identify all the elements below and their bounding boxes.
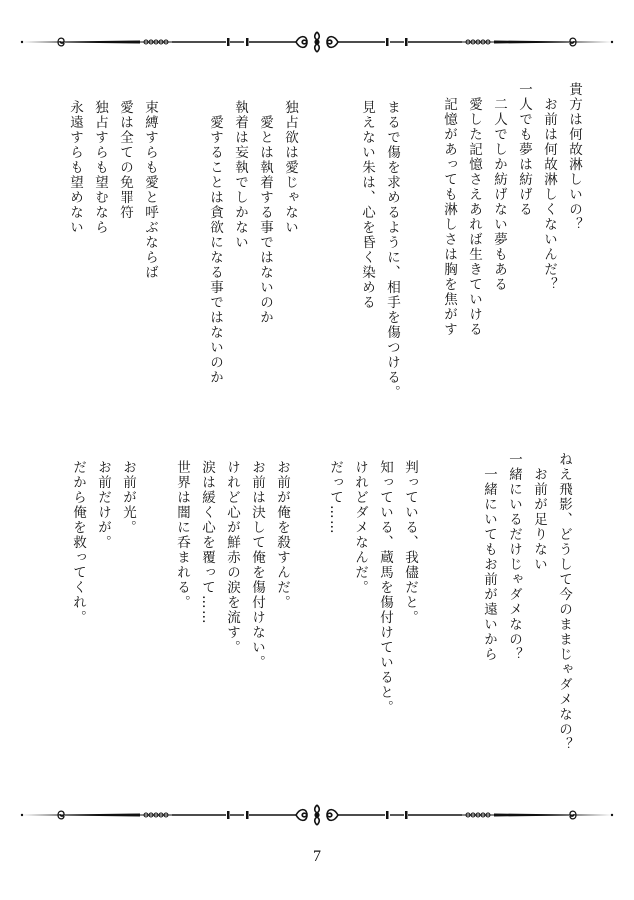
poem-line: 永遠すらも望めない [67, 100, 83, 235]
poem-line: お前だけが。 [95, 460, 111, 550]
poem-line: 涙は緩く心を覆って…… [199, 460, 215, 625]
poem-line: 世界は闇に呑まれる。 [174, 460, 190, 610]
poem-line: けれどダメなんだ。 [352, 460, 368, 595]
poem-line: 愛とは執着する事ではないのか [257, 100, 273, 325]
poem-line: 判っている、我儘だと。 [402, 460, 418, 625]
poem-line: 知っている、蔵馬を傷付けていると。 [377, 460, 393, 715]
poem-line: 一緒にいるだけじゃダメなの？ [506, 452, 522, 662]
poem-line: 記憶があっても淋しさは胸を焦がす [441, 82, 457, 337]
poem-line: 愛することは貪欲になる事ではないのか [207, 100, 223, 385]
poem-line: お前が足りない [531, 452, 547, 572]
poem-line: まるで傷を求めるように、相手を傷つける。 [384, 100, 400, 400]
poem-line: お前は何故淋しくないんだ？ [541, 82, 557, 292]
bottom-ornament-divider [0, 803, 634, 827]
flourish-divider-icon [0, 30, 634, 54]
poem-line: だって…… [327, 460, 343, 535]
poem-line: けれど心が鮮赤の涙を流す。 [224, 460, 240, 655]
poem-line: 貴方は何故淋しいの？ [566, 82, 582, 232]
poem-top-stanza-3 [202, 100, 302, 385]
poem-line: 独占欲は愛じゃない [282, 100, 298, 235]
poem-line: 独占すらも望むなら [92, 100, 108, 235]
poem-bottom-stanza-1 [476, 452, 576, 752]
poem-line: 二人でしか紡げない夢もある [491, 82, 507, 292]
poem-line: お前が光。 [120, 460, 136, 535]
poem-line: 愛は全ての免罪符 [117, 100, 133, 220]
top-ornament-divider [0, 30, 634, 54]
poem-line: 愛した記憶さえあれば生きていける [466, 82, 482, 337]
poem-line: 束縛すらも愛と呼ぶならば [142, 100, 158, 280]
poem-bottom-stanza-3 [169, 460, 294, 670]
poem-bottom-stanza-2 [322, 460, 422, 715]
poem-bottom-stanza-4 [65, 460, 140, 625]
poem-line: だから俺を救ってくれ。 [70, 460, 86, 625]
poem-line: 執着は妄執でしかない [232, 100, 248, 250]
poem-top-stanza-1 [436, 82, 586, 337]
poem-line: ねえ飛影、どうして今のままじゃダメなの？ [556, 452, 572, 752]
poem-top-stanza-4 [62, 100, 162, 280]
flourish-divider-icon [0, 803, 634, 827]
poem-line: お前が俺を殺すんだ。 [274, 460, 290, 610]
poem-line: 見えない朱は、心を昏く染める [359, 100, 375, 310]
poem-top-stanza-2 [354, 100, 404, 400]
page-number: 7 [313, 848, 321, 865]
poem-line: 一人でも夢は紡げる [516, 82, 532, 217]
poem-line: お前は決して俺を傷付けない。 [249, 460, 265, 670]
poem-line: 一緒にいてもお前が遠いから [481, 452, 497, 662]
